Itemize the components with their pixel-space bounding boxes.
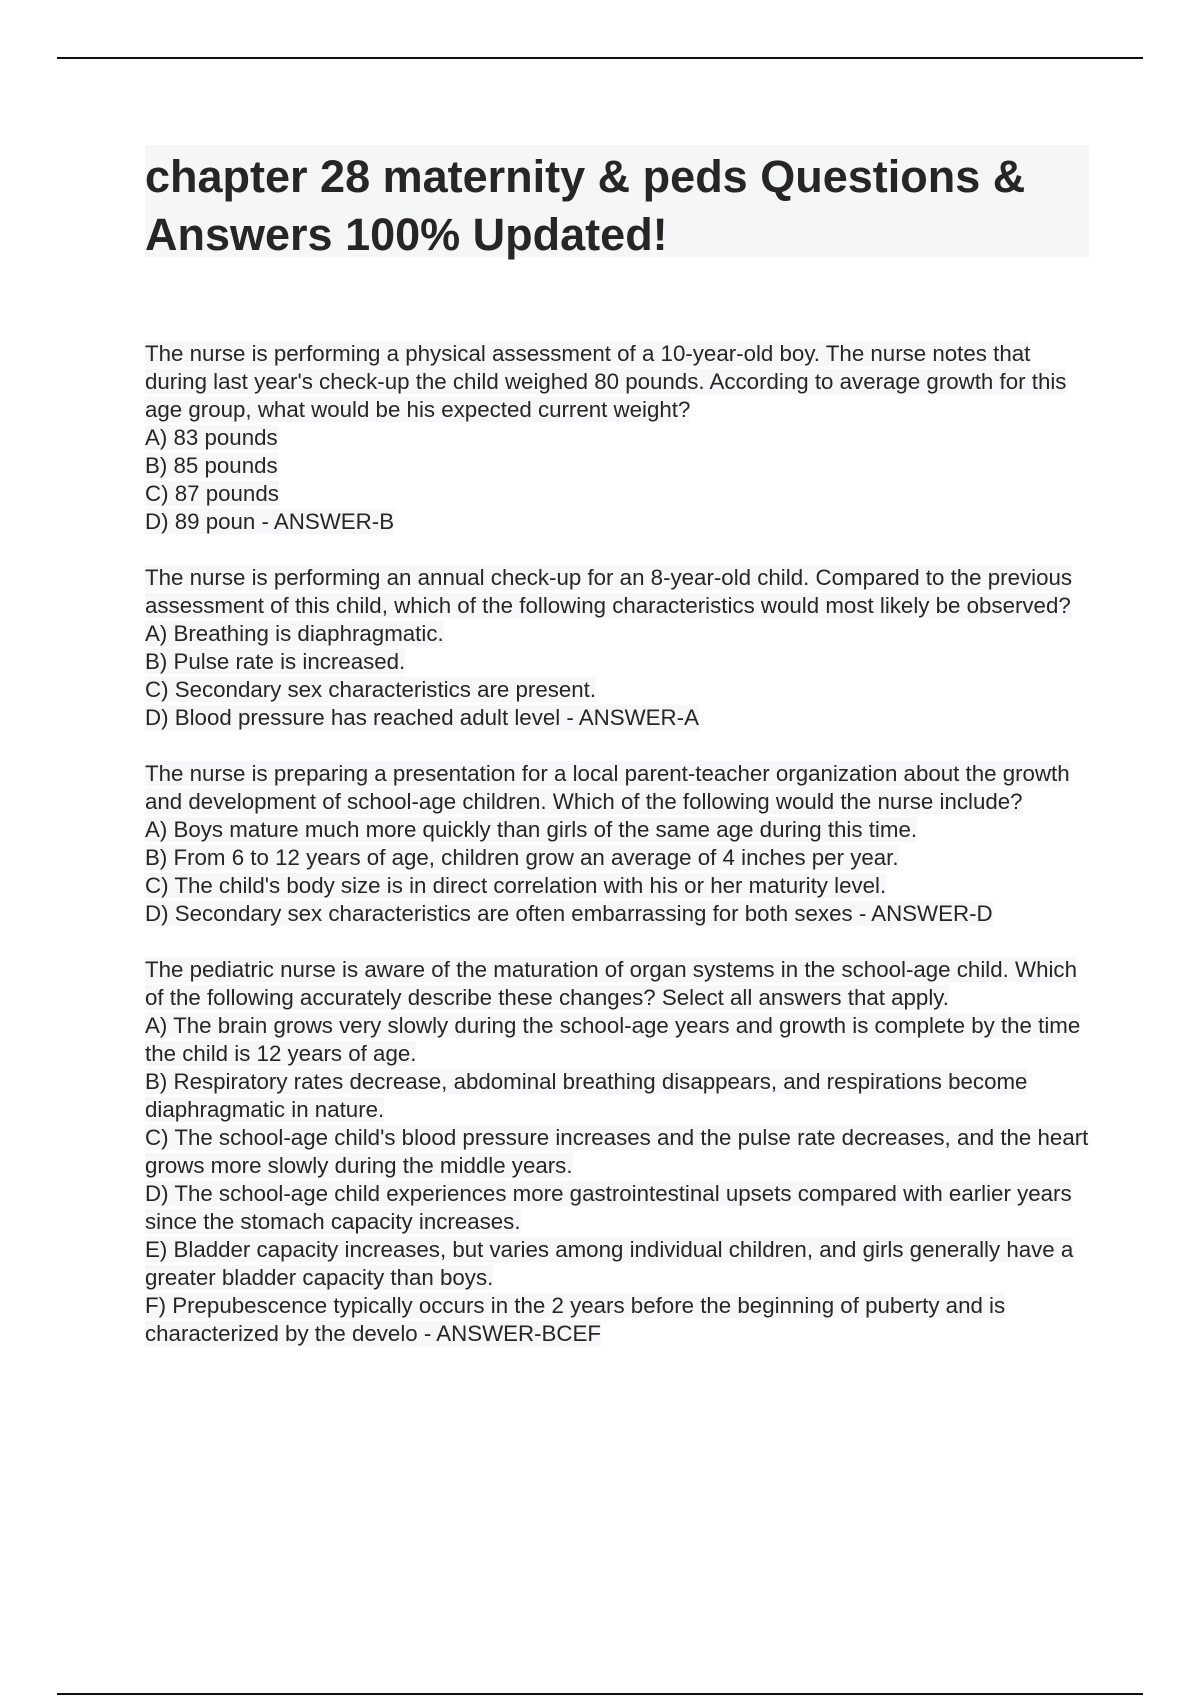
answer-option: A) 83 pounds [145,425,278,450]
question-text: The pediatric nurse is aware of the maturation of organ systems in the school-age child. Which of the following accurately describe these changes? Select all answers that apply. [145,957,1077,1010]
answer-option: D) Secondary sex characteristics are often embarrassing for both sexes - ANSWER-D [145,901,993,926]
document-title: chapter 28 maternity & peds Questions & Answers 100% Updated! [145,151,1026,260]
answer-option: D) 89 poun - ANSWER-B [145,509,395,534]
question-item [145,760,1090,928]
question-text: The nurse is performing a physical assessment of a 10-year-old boy. The nurse notes that during last year's check-up the child weighed 80 pounds. According to average growth for this age group, what would be his expected current weight? [145,341,1067,422]
question-item [145,340,1090,536]
bottom-divider [57,1693,1143,1695]
answer-option: A) The brain grows very slowly during the school-age years and growth is complete by the time the child is 12 years of age. [145,1013,1081,1066]
question-item [145,564,1090,732]
top-divider [57,57,1143,59]
answer-option: D) The school-age child experiences more gastrointestinal upsets compared with earlier years since the stomach capacity increases. [145,1181,1072,1234]
answer-option: B) Respiratory rates decrease, abdominal breathing disappears, and respirations become diaphragmatic in nature. [145,1069,1028,1122]
answer-option: B) From 6 to 12 years of age, children grow an average of 4 inches per year. [145,845,899,870]
answer-option: E) Bladder capacity increases, but varies among individual children, and girls generally have a greater bladder capacity than boys. [145,1237,1074,1290]
answer-option: C) The school-age child's blood pressure increases and the pulse rate decreases, and the heart grows more slowly during the middle years. [145,1125,1089,1178]
question-text: The nurse is performing an annual check-up for an 8-year-old child. Compared to the previous assessment of this child, which of the following characteristics would most likely be observed? [145,565,1073,618]
question-item [145,956,1090,1348]
answer-option: D) Blood pressure has reached adult level - ANSWER-A [145,705,699,730]
answer-option: A) Breathing is diaphragmatic. [145,621,444,646]
question-list [145,340,1090,1376]
answer-option: F) Prepubescence typically occurs in the 2 years before the beginning of puberty and is characterized by the develo - ANSWER-BCEF [145,1293,1006,1346]
answer-option: B) Pulse rate is increased. [145,649,406,674]
answer-option: C) The child's body size is in direct correlation with his or her maturity level. [145,873,887,898]
answer-option: C) Secondary sex characteristics are present. [145,677,597,702]
answer-option: B) 85 pounds [145,453,278,478]
answer-option: A) Boys mature much more quickly than girls of the same age during this time. [145,817,918,842]
answer-option: C) 87 pounds [145,481,279,506]
question-text: The nurse is preparing a presentation for a local parent-teacher organization about the growth and development of school-age children. Which of the following would the nurse include? [145,761,1070,814]
